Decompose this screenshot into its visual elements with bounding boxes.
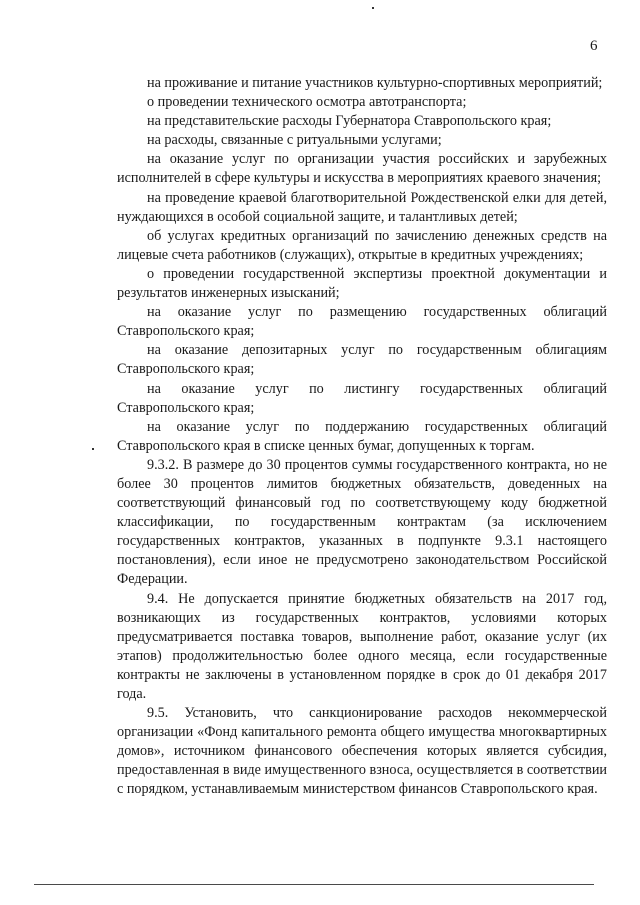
paragraph: 9.4. Не допускается принятие бюджетных обязательств на 2017 год, возникающих из государственных контрактов, условиями которых предусматривается поставка товаров, выполнение работ, оказание услуг (их этапов) продолжительностью более одного месяца, если государственные контракты не заключены в установленном порядке в срок до 01 декабря 2017 года.: [117, 590, 607, 702]
scan-edge-line: [34, 884, 594, 885]
paragraph: на оказание услуг по листингу государственных облигаций Ставропольского края;: [117, 380, 607, 416]
paragraph: на оказание услуг по размещению государственных облигаций Ставропольского края;: [117, 304, 607, 340]
paragraph: 9.3.2. В размере до 30 процентов суммы государственного контракта, но не более 30 процентов лимитов бюджетных обязательств, доведенных на соответствующий финансовый год по соответствующему коду бюджетной классификации, по государственным контрактам (за исключением государственных контрактов, указанных в подпункте 9.3.1 настоящего постановления), если иное не предусмотрено законодательством Российской Федерации.: [117, 456, 607, 588]
paragraph: на оказание услуг по организации участия российских и зарубежных исполнителей в сфере культуры и искусства в мероприятиях краевого значения;: [117, 151, 607, 187]
paragraph: о проведении технического осмотра автотранспорта;: [147, 94, 467, 111]
paragraph: на оказание услуг по поддержанию государственных облигаций Ставропольского края в списке ценных бумаг, допущенных к торгам.: [117, 418, 607, 454]
paragraph: на проведение краевой благотворительной Рождественской елки для детей, нуждающихся в особой социальной защите, и талантливых детей;: [117, 189, 607, 225]
scan-speck: [372, 7, 374, 9]
paragraph: на расходы, связанные с ритуальными услугами;: [147, 132, 442, 149]
document-body: [117, 74, 607, 800]
scan-speck: [92, 448, 94, 450]
paragraph: об услугах кредитных организаций по зачислению денежных средств на лицевые счета работников (служащих), открытые в кредитных учреждениях;: [117, 227, 607, 263]
paragraph: на проживание и питание участников культурно-спортивных мероприятий;: [147, 75, 603, 91]
paragraph: на представительские расходы Губернатора Ставропольского края;: [147, 113, 552, 130]
paragraph: 9.5. Установить, что санкционирование расходов некоммерческой организации «Фонд капитального ремонта общего имущества многоквартирных домов», источником финансового обеспечения которых является субсидия, предоставленная в виде имущественного взноса, осуществляется в соответствии с порядком, устанавливаемым министерством финансов Ставропольского края.: [117, 705, 608, 798]
paragraph: на оказание депозитарных услуг по государственным облигациям Ставропольского края;: [117, 342, 607, 378]
paragraph: о проведении государственной экспертизы проектной документации и результатов инженерных изысканий;: [117, 265, 607, 302]
page-number: 6: [590, 38, 598, 54]
